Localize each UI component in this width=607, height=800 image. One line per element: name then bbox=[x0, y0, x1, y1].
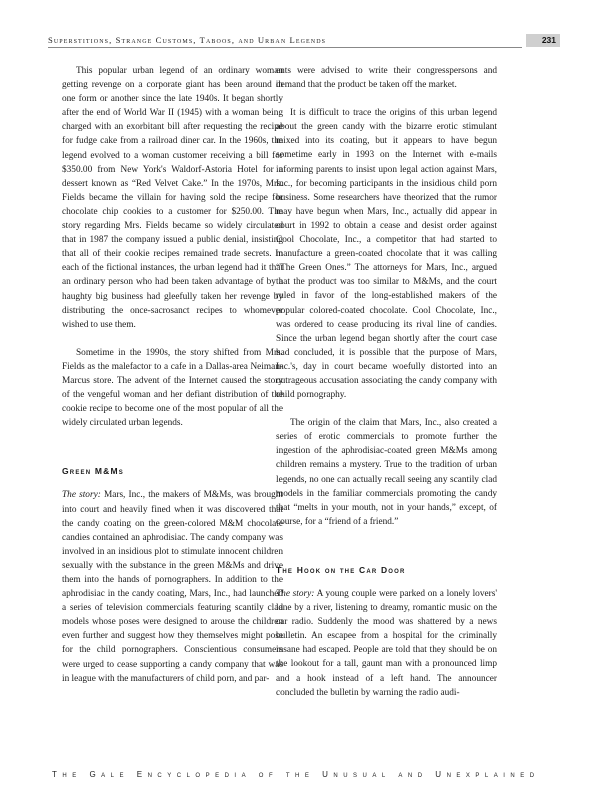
left-paragraph-1: This popular urban legend of an ordinary woman getting revenge on a corporate giant has been around in one form or another since the late 1940s. It began shortly after the end of World War II (1945) with a woman being charged with an exorbitant bill after requesting the recipe for fudge cake from a railroad diner car. In the 1960s, the legend evolved to a woman customer receiving a bill for $350.00 from New York's Waldorf-Astoria Hotel for a dessert known as “Red Velvet Cake.” In the 1970s, Mrs. Fields became the villain for having sold the recipe for chocolate chip cookies to a customer for $250.00. The story regarding Mrs. Fields became so widely circulated that in 1987 the company issued a public denial, insisting that all of their cookie recipes remained trade secrets. In each of the fictional instances, the urban legend had it that an ordinary person who had been taken advantage of by a haughty big business had gleefully taken her revenge by distributing the once-sacrosanct recipes to whomever wished to use them. bbox=[62, 66, 283, 330]
section-heading-green-mms: Green M&Ms bbox=[62, 466, 124, 477]
header-title: Superstitions, Strange Customs, Taboos, and Urban Legends bbox=[48, 35, 327, 45]
right-paragraph-4-text: A young couple were parked on a lonely lovers' lane by a river, listening to dreamy, romantic music on the car radio. Suddenly the mood was shattered by a news bulletin. An escapee from a hospital for the criminally insane had escaped. People are told that they should be on the lookout for a tall, gaunt man with a pronounced limp and a hook instead of a left hand. The announcer concluded the bulletin by warning the radio audi- bbox=[276, 589, 497, 698]
story-label: The story: bbox=[62, 490, 101, 501]
running-header bbox=[48, 34, 560, 48]
header-rule bbox=[48, 47, 522, 48]
section-heading-hook-car-door: The Hook on the Car Door bbox=[276, 564, 406, 575]
story-label: The story: bbox=[276, 589, 315, 599]
left-paragraph-3 bbox=[62, 488, 283, 685]
left-paragraph-2: Sometime in the 1990s, the story shifted from Mrs. Fields as the malefactor to a cafe in a Dallas-area Neiman-Marcus store. The advent of the Internet caused the story of the vengeful woman and her defiant distribution of the cookie recipe to become one of the most popular of all the widely circulated urban legends. bbox=[62, 347, 283, 429]
right-paragraph-2: It is difficult to trace the origins of this urban legend about the green candy with the bizarre erotic stimulant mixed into its coating, but it appears to have begun sometime early in 1993 on the Internet with e-mails informing parents to insist upon legal action against Mars, Inc., for becoming participants in the insidious child porn business. Some researchers have theorized that the rumor may have begun when Mars, Inc., actually did appear in court in 1992 to obtain a cease and desist order against Cool Chocolate, Inc., a competitor that had started to manufacture a green-coated chocolate that it was calling “The Green Ones.” The attorneys for Mars, Inc., argued that the product was too similar to M&Ms, and the court ruled in favor of the long-established makers of the popular colored-coated chocolate. Cool Chocolate, Inc., was ordered to cease producing its rival line of candies. Since the urban legend began shortly after the court case had concluded, it is possible that the purpose of Mars, Inc.'s, day in court became woefully distorted into an outrageous accusation associating the candy company with child pornography. bbox=[276, 108, 497, 401]
right-paragraph-3: The origin of the claim that Mars, Inc., also created a series of erotic commercials to promote further the ingestion of the aphrodisiac-coated green M&Ms among children remains a mystery. True to the tradition of urban legends, no one can actually recall seeing any scantily clad models in the familiar commercials promoting the candy that “melts in your mouth, not in your hands,” except, of course, for a “friend of a friend.” bbox=[276, 418, 497, 527]
left-column bbox=[62, 64, 283, 686]
left-paragraph-3-text: Mars, Inc., the makers of M&Ms, was brought into court and heavily fined when it was discovered that the candy coating on the green-colored M&M chocolate candies contained an aphrodisiac. The candy company was involved in an insidious plot to stimulate innocent children sexually with the substance in the green M&Ms and drive them into the hands of pornographers. In addition to the aphrodisiac in the candy coating, Mars, Inc., had launched a series of television commercials featuring scantily clad models whose poses were designed to arouse the children even further and suggest how they themselves might pose for the child pornographers. Conscientious consumers were urged to cease supporting a candy company that was in league with the manufacturers of child porn, and par- bbox=[62, 490, 283, 684]
right-paragraph-1: ents were advised to write their congresspersons and demand that the product be taken off the market. bbox=[276, 66, 497, 91]
right-column bbox=[276, 64, 497, 700]
right-paragraph-4 bbox=[276, 587, 497, 700]
running-footer: The Gale Encyclopedia of the Unusual and Unexplained bbox=[52, 770, 540, 779]
page-number: 231 bbox=[526, 34, 560, 47]
